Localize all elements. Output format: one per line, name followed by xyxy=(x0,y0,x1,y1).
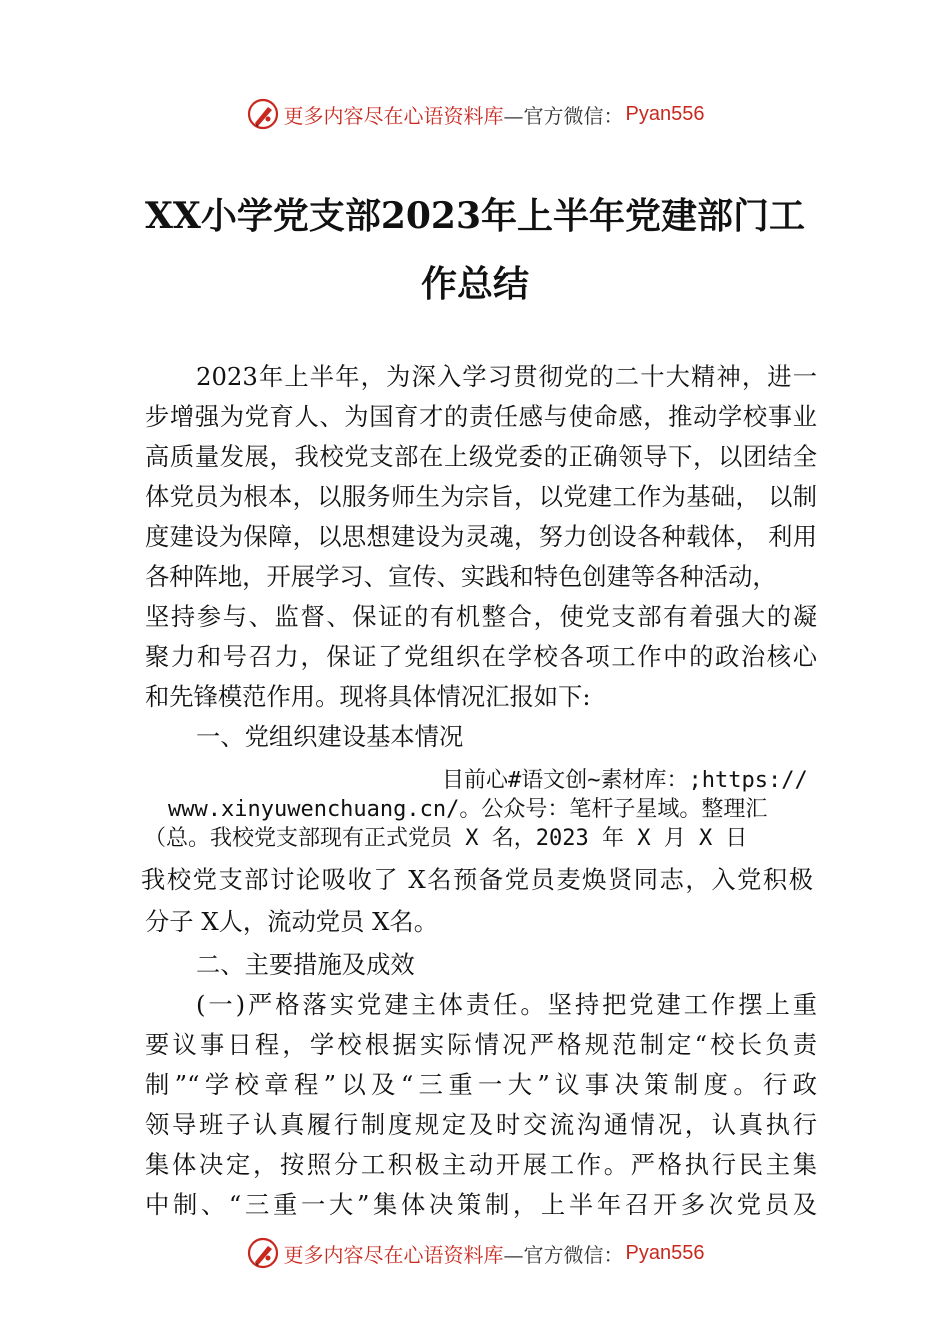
body-line: 各种阵地，开展学习、宣传、实践和特色创建等各种活动， xyxy=(145,562,777,591)
watermark-line: 目前心#语文创~素材库：;https:// xyxy=(442,768,808,793)
document-title-line-2: 作总结 xyxy=(420,263,529,305)
banner-wechat-id: Pyan556 xyxy=(625,102,705,125)
banner-separator: —官方微信： xyxy=(503,103,624,128)
pen-nib-logo-icon xyxy=(246,97,280,131)
header-banner xyxy=(0,94,950,134)
footer-banner xyxy=(0,1233,950,1273)
body-line: 制”“学校章程”以及“三重一大”议事决策制度。行政 xyxy=(145,1070,817,1099)
banner-separator: —官方微信： xyxy=(503,1242,624,1267)
banner-wechat-id: Pyan556 xyxy=(625,1241,705,1264)
body-line: 领导班子认真履行制度规定及时交流沟通情况，认真执行 xyxy=(145,1110,817,1139)
section-heading-2: 二、主要措施及成效 xyxy=(196,950,415,979)
body-line: 我校党支部讨论吸收了 X名预备党员麦焕贤同志，入党积极 xyxy=(141,865,813,894)
watermark-line: www.xinyuwenchuang.cn/。公众号：笔杆子星域。整理汇 xyxy=(168,797,768,822)
body-line: (一)严格落实党建主体责任。坚持把党建工作摆上重 xyxy=(196,990,817,1019)
section-heading-1: 一、党组织建设基本情况 xyxy=(196,722,464,751)
body-line: 中制、“三重一大”集体决策制，上半年召开多次党员及 xyxy=(145,1190,817,1219)
body-line: 要议事日程，学校根据实际情况严格规范制定“校长负责 xyxy=(145,1030,817,1059)
banner-text: 更多内容尽在心语资料库 xyxy=(283,103,504,128)
body-line: 和先锋模范作用。现将具体情况汇报如下: xyxy=(145,682,591,711)
body-line: 体党员为根本，以服务师生为宗旨，以党建工作为基础， 以制 xyxy=(145,482,817,511)
body-line: 步增强为党育人、为国育才的责任感与使命感，推动学校事业 xyxy=(145,402,817,431)
body-line: 集体决定，按照分工积极主动开展工作。严格执行民主集 xyxy=(145,1150,817,1179)
pen-nib-logo-icon xyxy=(246,1236,280,1270)
watermark-line: （总。我校党支部现有正式党员 X 名，2023 年 X 月 X 日 xyxy=(144,826,748,851)
banner-text: 更多内容尽在心语资料库 xyxy=(283,1242,504,1267)
body-line: 坚持参与、监督、保证的有机整合，使党支部有着强大的凝 xyxy=(145,602,817,631)
body-line: 分子 X人，流动党员 X名。 xyxy=(145,907,439,936)
body-line: 2023年上半年，为深入学习贯彻党的二十大精神，进一 xyxy=(196,362,817,391)
body-line: 度建设为保障，以思想建设为灵魂，努力创设各种载体， 利用 xyxy=(145,522,817,551)
document-title-line-1: XX小学党支部2023年上半年党建部门工 xyxy=(144,195,806,237)
body-line: 高质量发展，我校党支部在上级党委的正确领导下，以团结全 xyxy=(145,442,817,471)
body-line: 聚力和号召力，保证了党组织在学校各项工作中的政治核心 xyxy=(145,642,817,671)
